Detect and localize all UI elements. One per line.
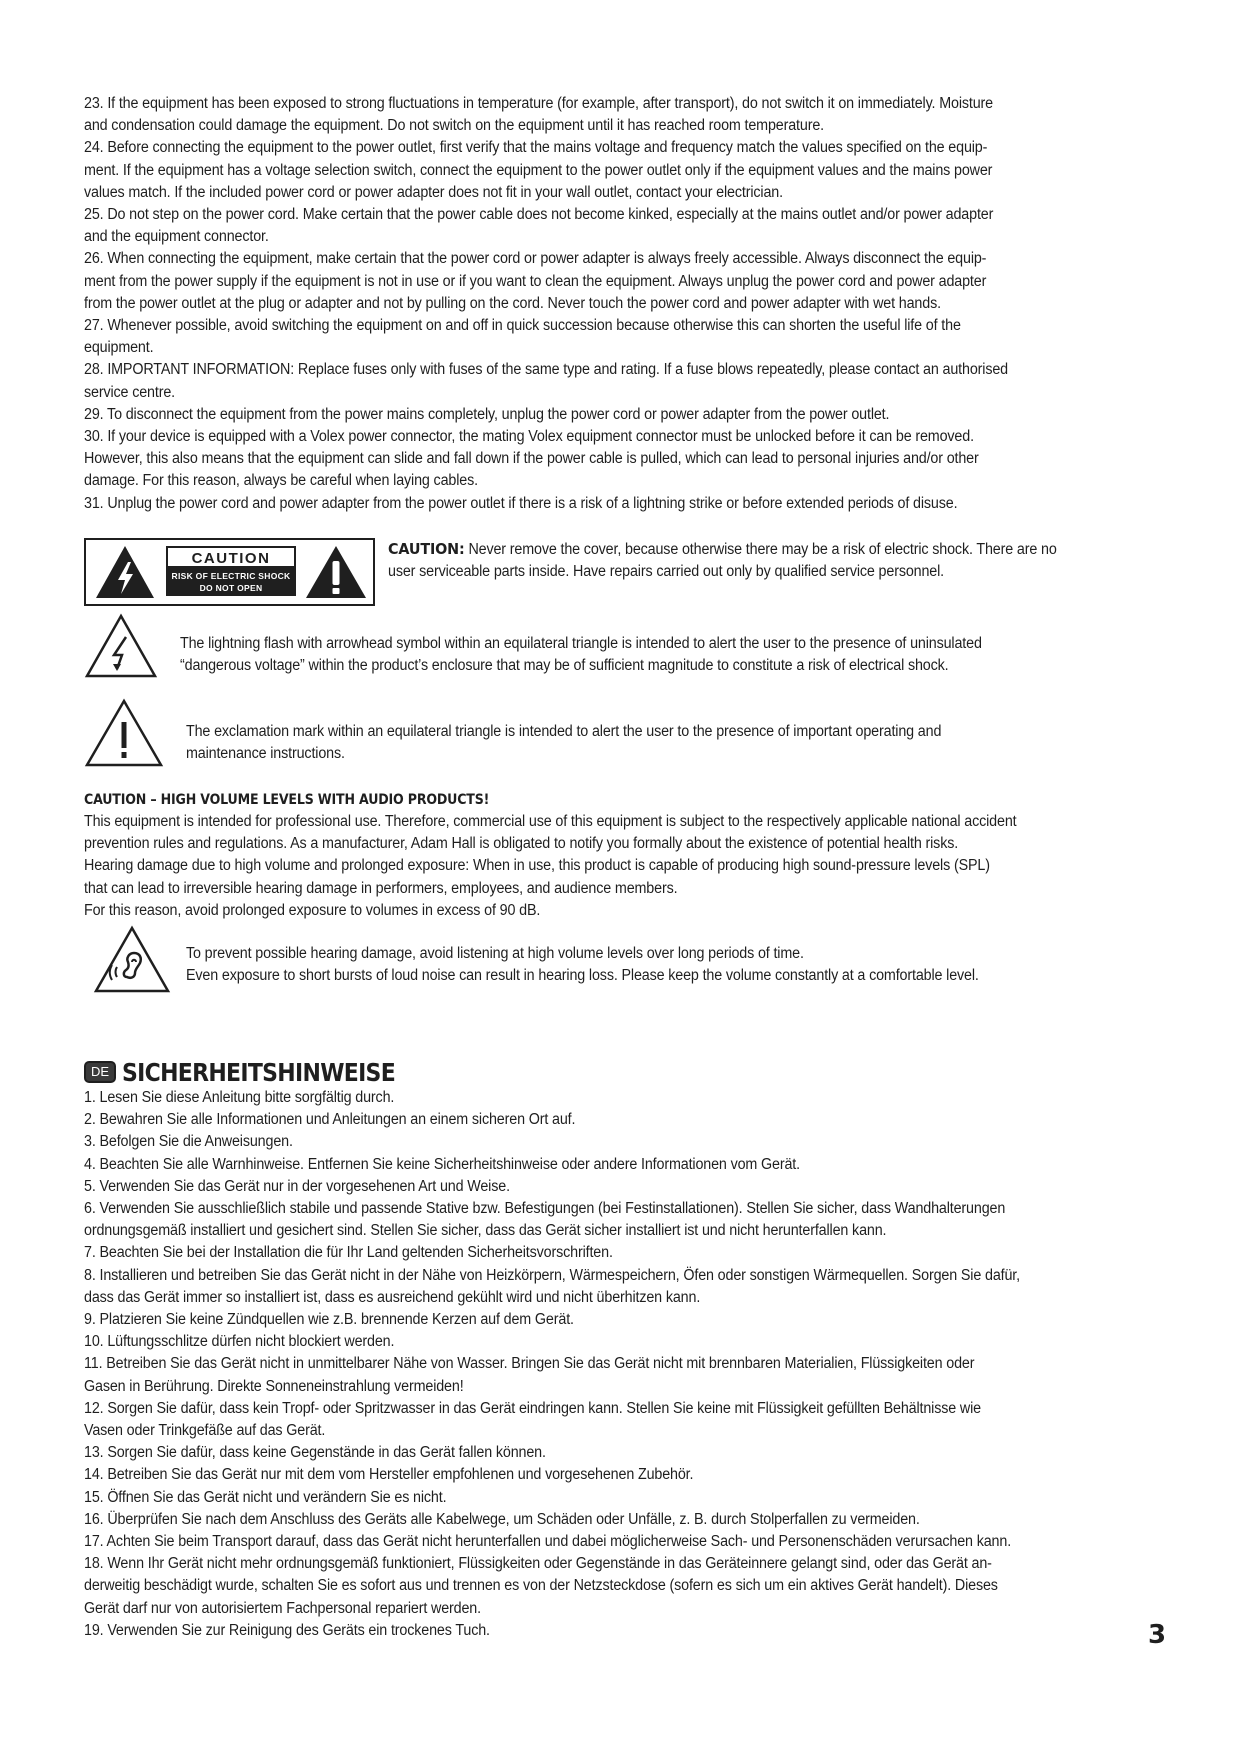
- text-line: 18. Wenn Ihr Gerät nicht mehr ordnungsgemäß funktioniert, Flüssigkeiten oder Gegenstände in das Geräteinnere gelangt sind, oder das Gerät an-: [84, 1555, 992, 1573]
- text-line: The lightning flash with arrowhead symbol within an equilateral triangle is intended to alert the user to the presence of uninsulated: [180, 635, 982, 652]
- text-line: 23. If the equipment has been exposed to strong fluctuations in temperature (for example, after transport), do not switch it on immediately. Moisture: [84, 95, 994, 112]
- lightning-triangle-icon: [84, 613, 158, 679]
- text-line: dass das Gerät immer so installiert ist, dass es ausreichend gekühlt wird und nicht überhitzen kann.: [84, 1288, 701, 1306]
- text-line: derweitig beschädigt wurde, schalten Sie es sofort aus und trennen es von der Netzsteckdose (sofern es sich um ein aktives Gerät handelt). Dieses: [84, 1577, 998, 1595]
- text-line: 11. Betreiben Sie das Gerät nicht in unmittelbarer Nähe von Wasser. Bringen Sie das Gerät nicht mit brennbaren Materialien, Flüssigkeiten oder: [84, 1355, 975, 1373]
- electric-shock-warning-icon: [94, 544, 156, 600]
- text-line: The exclamation mark within an equilateral triangle is intended to alert the user to the presence of important operating and: [186, 723, 942, 740]
- text-line: 30. If your device is equipped with a Volex power connector, the mating Volex equipment connector must be unlocked before it can be removed.: [84, 428, 974, 446]
- text-line: ment from the power supply if the equipment is not in use or if you want to clean the equipment. Always unplug the power cord and power adapter: [84, 272, 987, 290]
- text-line: Hearing damage due to high volume and prolonged exposure: When in use, this product is capable of producing high sound-pressure levels (SPL): [84, 857, 990, 875]
- language-badge: DE: [84, 1061, 116, 1083]
- text-line: ordnungsgemäß installiert und gesichert sind. Stellen Sie sicher, dass das Gerät sicher installiert ist und nicht herunterfallen kann.: [84, 1222, 887, 1240]
- text-line: 4. Beachten Sie alle Warnhinweise. Entfernen Sie keine Sicherheitshinweise oder andere Informationen vom Gerät.: [84, 1155, 800, 1173]
- text-line: 17. Achten Sie beim Transport darauf, dass das Gerät nicht herunterfallen und dabei möglicherweise Sach- und Personenschäden verursachen kann.: [84, 1533, 1012, 1551]
- text-line: 7. Beachten Sie bei der Installation die für Ihr Land geltenden Sicherheitsvorschriften.: [84, 1244, 613, 1262]
- text-line: 1. Lesen Sie diese Anleitung bitte sorgfältig durch.: [84, 1089, 395, 1106]
- text-line: equipment.: [84, 339, 154, 357]
- text-line: that can lead to irreversible hearing damage in performers, employees, and audience members.: [84, 879, 678, 897]
- text-line: from the power outlet at the plug or adapter and not by pulling on the cord. Never touch the power cord and power adapter with wet hands.: [84, 294, 941, 312]
- caution-label-line: DO NOT OPEN: [199, 583, 263, 593]
- exclamation-triangle-icon: [84, 698, 164, 768]
- text-line: 13. Sorgen Sie dafür, dass keine Gegenstände in das Gerät fallen können.: [84, 1444, 546, 1462]
- caution-lead: CAUTION:: [388, 540, 465, 558]
- text-line: 28. IMPORTANT INFORMATION: Replace fuses only with fuses of the same type and rating. If a fuse blows repeatedly, please contact an authorised: [84, 361, 1008, 379]
- text-line: ment. If the equipment has a voltage selection switch, connect the equipment to the power outlet only if the equipment values and the mains power: [84, 161, 993, 179]
- text-line: values match. If the included power cord or power adapter does not fit in your wall outlet, contact your electrician.: [84, 183, 783, 201]
- text-line: 16. Überprüfen Sie nach dem Anschluss des Geräts alle Kabelwege, um Schäden oder Unfälle, z. B. durch Stolperfallen zu vermeiden.: [84, 1510, 920, 1528]
- en-safety-list: [84, 93, 1156, 515]
- caution-label-title: CAUTION: [166, 546, 296, 568]
- text-line: 29. To disconnect the equipment from the power mains completely, unplug the power cord or power adapter from the power outlet.: [84, 405, 890, 423]
- text-line: Gasen in Berührung. Direkte Sonneneinstrahlung vermeiden!: [84, 1377, 464, 1395]
- de-section-heading: [84, 1057, 432, 1087]
- caution-label-line: RISK OF ELECTRIC SHOCK: [171, 571, 291, 581]
- section-title: SICHERHEITSHINWEISE: [122, 1057, 396, 1087]
- text-line: 3. Befolgen Sie die Anweisungen.: [84, 1133, 293, 1151]
- text-line: “dangerous voltage” within the product’s enclosure that may be of sufficient magnitude to constitute a risk of electrical shock.: [180, 657, 949, 675]
- text-line: 8. Installieren und betreiben Sie das Gerät nicht in der Nähe von Heizkörpern, Wärmespeichern, Öfen oder sonstigen Wärmequellen. Sorgen Sie dafür,: [84, 1266, 1020, 1284]
- text-line: 2. Bewahren Sie alle Informationen und Anleitungen an einem sicheren Ort auf.: [84, 1111, 576, 1129]
- text-line: maintenance instructions.: [186, 745, 345, 763]
- caution-label-subtitle: [166, 568, 296, 596]
- text-line: 10. Lüftungsschlitze dürfen nicht blockiert werden.: [84, 1333, 395, 1351]
- text-line: and the equipment connector.: [84, 228, 269, 246]
- volume-caution-title: CAUTION – HIGH VOLUME LEVELS WITH AUDIO PRODUCTS!: [84, 792, 490, 808]
- hearing-description: [186, 943, 1166, 987]
- exclamation-warning-icon: [304, 544, 368, 600]
- text-line: prevention rules and regulations. As a manufacturer, Adam Hall is obligated to notify you formally about the existence of potential health risks.: [84, 835, 959, 853]
- text-line: This equipment is intended for professional use. Therefore, commercial use of this equipment is subject to the respectively applicable national accident: [84, 813, 1017, 830]
- text-line: For this reason, avoid prolonged exposure to volumes in excess of 90 dB.: [84, 901, 541, 919]
- text-line: damage. For this reason, always be careful when laying cables.: [84, 472, 478, 490]
- text-line: 24. Before connecting the equipment to the power outlet, first verify that the mains voltage and frequency match the values specified on the equip-: [84, 139, 988, 157]
- caution-label-text: [166, 546, 296, 598]
- text-line: 12. Sorgen Sie dafür, dass kein Tropf- oder Spritzwasser in das Gerät eindringen kann. Stellen Sie keine mit Flüssigkeit gefüllten Behältnisse wie: [84, 1399, 981, 1417]
- caution-line: user serviceable parts inside. Have repairs carried out only by qualified service personnel.: [388, 563, 945, 581]
- text-line: 14. Betreiben Sie das Gerät nur mit dem vom Hersteller empfohlenen und vorgesehenen Zubehör.: [84, 1466, 694, 1484]
- text-line: 31. Unplug the power cord and power adapter from the power outlet if there is a risk of a lightning strike or before extended periods of disuse.: [84, 494, 958, 512]
- text-line: Gerät darf nur von autorisiertem Fachpersonal repariert werden.: [84, 1599, 481, 1617]
- text-line: 25. Do not step on the power cord. Make certain that the power cable does not become kinked, especially at the mains outlet and/or power adapter: [84, 206, 994, 224]
- text-line: 6. Verwenden Sie ausschließlich stabile und passende Stative bzw. Befestigungen (bei Festinstallationen). Stellen Sie sicher, dass Wandhalterungen: [84, 1200, 1006, 1218]
- page-number: 3: [1148, 1620, 1167, 1650]
- text-line: service centre.: [84, 383, 175, 401]
- text-line: and condensation could damage the equipment. Do not switch on the equipment until it has reached room temperature.: [84, 117, 825, 135]
- lightning-description: [180, 633, 1160, 677]
- text-line: Even exposure to short bursts of loud noise can result in hearing loss. Please keep the volume constantly at a comfortable level.: [186, 967, 979, 985]
- text-line: 5. Verwenden Sie das Gerät nur in der vorgesehenen Art und Weise.: [84, 1177, 510, 1195]
- text-line: Vasen oder Trinkgefäße auf das Gerät.: [84, 1422, 326, 1440]
- caution-text: [388, 538, 1188, 583]
- text-line: However, this also means that the equipment can slide and fall down if the power cable is pulled, which can lead to personal injuries and/or other: [84, 450, 979, 468]
- text-line: 9. Platzieren Sie keine Zündquellen wie z.B. brennende Kerzen auf dem Gerät.: [84, 1311, 574, 1329]
- text-line: To prevent possible hearing damage, avoid listening at high volume levels over long periods of time.: [186, 945, 804, 962]
- caution-line-text: Never remove the cover, because otherwise there may be a risk of electric shock. There are no: [464, 541, 1057, 558]
- exclamation-description: [186, 721, 1166, 765]
- text-line: 19. Verwenden Sie zur Reinigung des Geräts ein trockenes Tuch.: [84, 1621, 490, 1639]
- caution-label: [84, 538, 375, 606]
- volume-caution-section: [84, 789, 1156, 922]
- de-safety-list: [84, 1087, 1156, 1642]
- text-line: 26. When connecting the equipment, make certain that the power cord or power adapter is always freely accessible. Always disconnect the equip-: [84, 250, 987, 268]
- text-line: 27. Whenever possible, avoid switching the equipment on and off in quick succession because otherwise this can shorten the useful life of the: [84, 317, 961, 335]
- hearing-damage-icon: [93, 925, 171, 995]
- caution-line: [388, 538, 1188, 561]
- text-line: 15. Öffnen Sie das Gerät nicht und verändern Sie es nicht.: [84, 1488, 447, 1506]
